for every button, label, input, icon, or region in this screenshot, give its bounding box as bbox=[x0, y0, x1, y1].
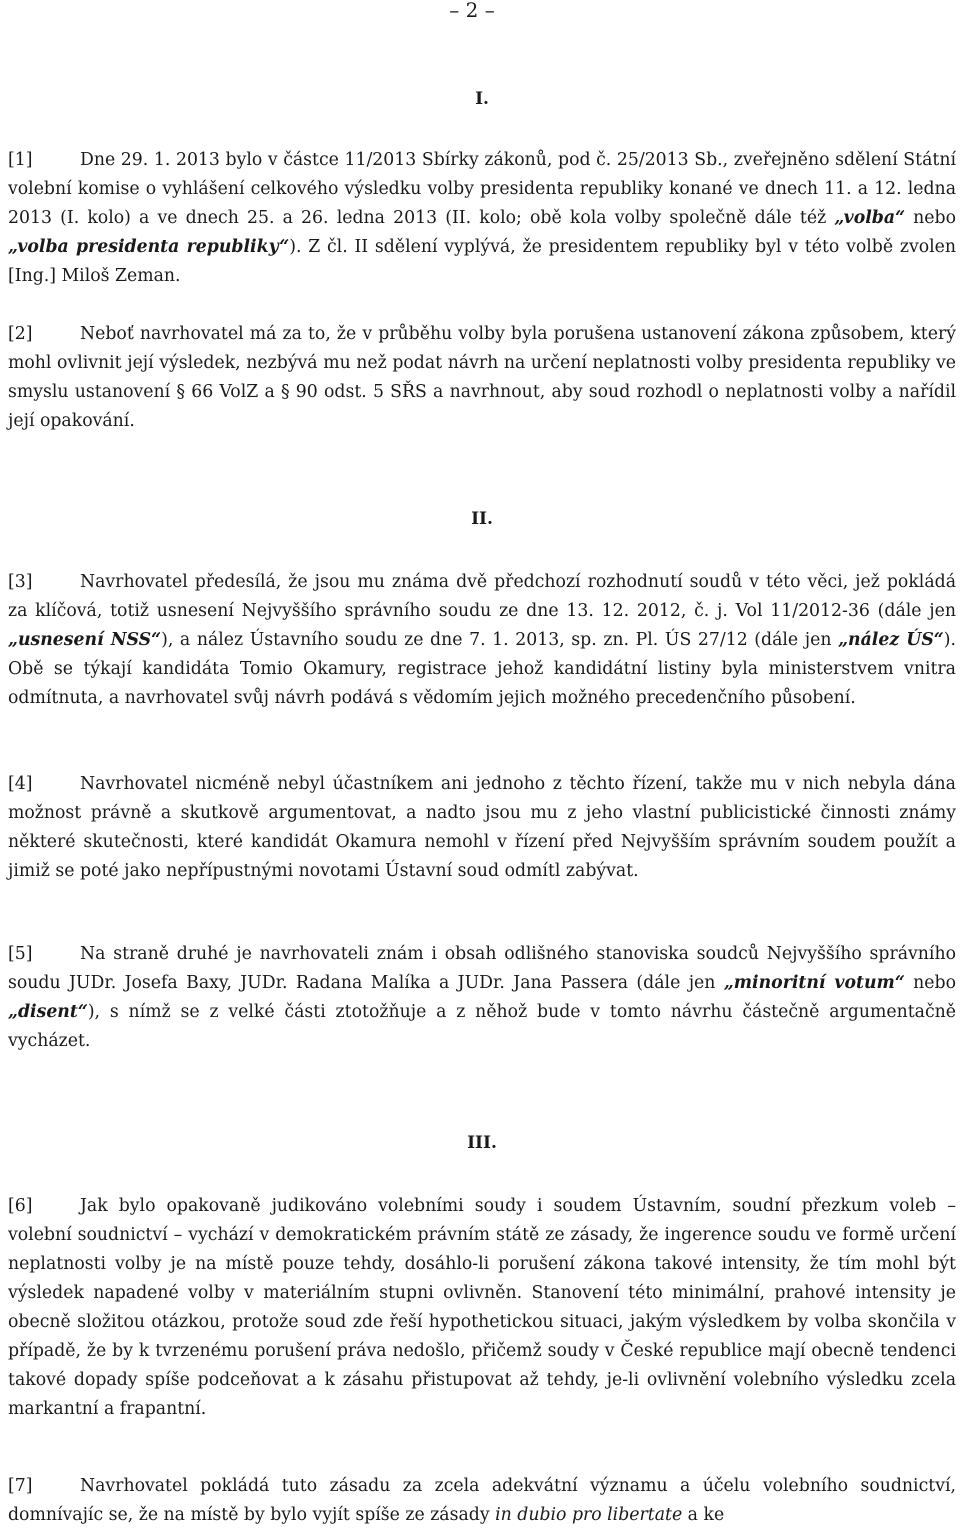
paragraph-number: [6] bbox=[8, 1196, 33, 1216]
section-heading-1: I. bbox=[475, 89, 489, 109]
latin-phrase: in dubio pro libertate bbox=[495, 1505, 683, 1525]
paragraph-text: Navrhovatel pokládá tuto zásadu za zcela adekvátní významu a účelu volebního soudnictví, domnívajíc se, že na místě by bylo vyjít spíše ze zásady bbox=[8, 1476, 956, 1525]
section-heading-3: III. bbox=[467, 1133, 497, 1153]
paragraph-text: Dne 29. 1. 2013 bylo v částce 11/2013 Sbírky zákonů, pod č. 25/2013 Sb., zveřejněno sdělení Státní volební komise o vyhlášení celkového výsledku volby presidenta republiky konané ve dnech 11. a 12. ledna 2013 (I. kolo) a ve dnech 25. a 26. ledna 2013 (II. kolo; obě kola volby společně dále též bbox=[8, 150, 956, 228]
paragraph-number: [7] bbox=[8, 1476, 33, 1496]
paragraph-text: Na straně druhé je navrhovateli znám i obsah odlišného stanoviska soudců Nejvyššího správního soudu JUDr. Josefa Baxy, JUDr. Radana Malíka a JUDr. Jana Passera (dále jen bbox=[8, 944, 956, 993]
defined-term: „minoritní votum“ bbox=[723, 973, 905, 993]
paragraph-number: [5] bbox=[8, 944, 33, 964]
paragraph-text: nebo bbox=[905, 208, 957, 228]
paragraph-number: [1] bbox=[8, 150, 33, 170]
page-number: – 2 – bbox=[449, 0, 495, 22]
paragraph-2 bbox=[8, 320, 956, 436]
defined-term: „nález ÚS“ bbox=[838, 630, 944, 650]
paragraph-7 bbox=[8, 1472, 956, 1530]
paragraph-text: a ke bbox=[682, 1505, 725, 1525]
paragraph-text: nebo bbox=[904, 973, 956, 993]
paragraph-text: ). Z čl. II sdělení vyplývá, že presidentem republiky byl v této volbě zvolen [Ing.] Miloš Zeman. bbox=[8, 237, 956, 286]
paragraph-text: Navrhovatel předesílá, že jsou mu známa dvě předchozí rozhodnutí soudů v této věci, jež pokládá za klíčová, totiž usnesení Nejvyššího správního soudu ze dne 13. 12. 2012, č. j. Vol 11/2012-36 (dále jen bbox=[8, 572, 956, 621]
paragraph-text: Jak bylo opakovaně judikováno volebními soudy i soudem Ústavním, soudní přezkum voleb – volební soudnictví – vychází v demokratickém právním státě ze zásady, že ingerence soudu ve formě určení neplatnosti volby je na místě pouze tehdy, dosáhlo-li porušení zákona takové intensity, že tím mohl být výsledek napadené volby v materiálním stupni ovlivněn. Stanovení této minimální, prahové intensity je obecně složitou otázkou, protože soud zde řeší hypothetickou situaci, jakým výsledkem by volba skončila v případě, že by k tvrzenému porušení práva nedošlo, přičemž soudy v České republice mají obecně tendenci takové dopady spíše podceňovat a k zásahu přistupovat až tehdy, je-li ovlivnění volebního výsledku zcela markantní a frapantní. bbox=[8, 1196, 956, 1419]
paragraph-text: Neboť navrhovatel má za to, že v průběhu volby byla porušena ustanovení zákona způsobem, který mohl ovlivnit její výsledek, nezbývá mu než podat návrh na určení neplatnosti volby presidenta republiky ve smyslu ustanovení § 66 VolZ a § 90 odst. 5 SŘS a navrhnout, aby soud rozhodl o neplatnosti volby a nařídil její opakování. bbox=[8, 324, 956, 431]
paragraph-number: [4] bbox=[8, 774, 33, 794]
paragraph-text: ), s nímž se z velké části ztotožňuje a z něhož bude v tomto návrhu částečně argumentačně vycházet. bbox=[8, 1002, 956, 1051]
paragraph-number: [3] bbox=[8, 572, 33, 592]
defined-term: „usnesení NSS“ bbox=[8, 630, 162, 650]
defined-term: „disent“ bbox=[8, 1002, 88, 1022]
section-heading-2: II. bbox=[471, 509, 493, 529]
paragraph-1 bbox=[8, 146, 956, 291]
paragraph-5 bbox=[8, 940, 956, 1056]
paragraph-6 bbox=[8, 1192, 956, 1424]
defined-term: „volba“ bbox=[834, 208, 906, 228]
paragraph-3 bbox=[8, 568, 956, 713]
paragraph-4 bbox=[8, 770, 956, 886]
paragraph-text: ). Obě se týkají kandidáta Tomio Okamury, registrace jehož kandidátní listiny byla ministerstvem vnitra odmítnuta, a navrhovatel svůj návrh podává s vědomím jejich možného precedenčního působení. bbox=[8, 630, 956, 708]
paragraph-number: [2] bbox=[8, 324, 33, 344]
paragraph-text: ), a nález Ústavního soudu ze dne 7. 1. 2013, sp. zn. Pl. ÚS 27/12 (dále jen bbox=[161, 630, 839, 650]
paragraph-text: Navrhovatel nicméně nebyl účastníkem ani jednoho z těchto řízení, takže mu v nich nebyla dána možnost právně a skutkově argumentovat, a nadto jsou mu z jeho vlastní publicistické činnosti známy některé skutečnosti, které kandidát Okamura nemohl v řízení před Nejvyšším správním soudem použít a jimiž se poté jako nepřípustnými novotami Ústavní soud odmítl zabývat. bbox=[8, 774, 956, 881]
defined-term: „volba presidenta republiky“ bbox=[8, 237, 290, 257]
